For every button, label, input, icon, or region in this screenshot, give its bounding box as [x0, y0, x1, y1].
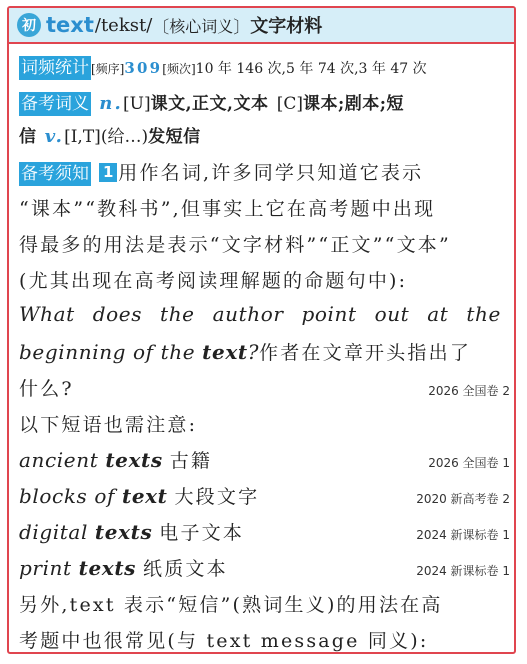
phrase-pre: blocks of [19, 484, 122, 508]
note-text: “课本”“教科书”,但事实上它在高考题中出现 [19, 198, 436, 220]
phrase-source: 2024 新课标卷 1 [416, 564, 510, 578]
verb-mark: [I,T] [64, 127, 101, 147]
pos-verb: v. [44, 126, 65, 147]
countable-defs: 课本;剧本;短 [302, 94, 405, 114]
entry-card [7, 6, 516, 654]
countable-mark: [C] [276, 94, 303, 114]
phrase-translation: 大段文字 [174, 486, 260, 508]
verb-paren: (给…) [100, 127, 149, 147]
note-text: 用作名词,许多同学只知道它表示 [118, 162, 424, 184]
phonetic: /tekst/ [94, 14, 153, 36]
example-source: 2026 全国卷 2 [428, 384, 510, 398]
phrases-intro: 以下短语也需注意: [19, 414, 198, 436]
tag-close: 〕 [233, 17, 251, 38]
note-text: 得最多的用法是表示“文字材料”“正文”“文本” [19, 234, 451, 256]
phrase-keyword: texts [94, 520, 153, 544]
phrase-source: 2024 新课标卷 1 [416, 528, 510, 542]
closing-line: 考题中也很常见(与 text message 同义): [19, 630, 429, 652]
core-meaning: 文字材料 [250, 16, 323, 37]
stats-line [19, 56, 427, 80]
notes-line-1 [19, 158, 423, 186]
entry-header [9, 8, 514, 44]
phrase-translation: 电子文本 [159, 522, 245, 544]
meaning-continuation: 信 [19, 127, 37, 147]
phrase-pre: ancient [19, 448, 106, 472]
uncountable-mark: [U] [123, 94, 151, 114]
phrase-keyword: texts [78, 556, 137, 580]
tag-open: 〔 [152, 17, 170, 38]
freq-label: [频序] [91, 62, 125, 76]
example-translation: 作者在文章开头指出了 [259, 342, 472, 364]
count-values: 10 年 146 次,5 年 74 次,3 年 47 次 [195, 61, 427, 77]
uncountable-defs: 课文,正文,文本 [150, 94, 269, 114]
verb-def: 发短信 [148, 127, 201, 147]
phrase-translation: 纸质文本 [143, 558, 228, 580]
level-badge: 初 [17, 13, 41, 37]
note-text: (尤其出现在高考阅读理解题的命题句中): [19, 270, 408, 292]
closing-line: 另外,text 表示“短信”(熟词生义)的用法在高 [19, 594, 443, 616]
core-meaning-tag: 核心词义 [169, 16, 234, 36]
phrase-translation: 古籍 [169, 450, 213, 472]
phrase-item [19, 446, 212, 473]
phrase-keyword: text [121, 484, 168, 508]
example-question-mark: ? [247, 340, 260, 364]
phrase-keyword: texts [105, 448, 163, 472]
example-line-1: What does the author point out at the [19, 302, 501, 326]
meanings-label: 备考词义 [21, 94, 89, 114]
phrase-item [19, 518, 244, 545]
example-keyword: text [202, 340, 248, 364]
phrase-item [19, 554, 228, 581]
example-line-2 [19, 338, 471, 365]
notes-label: 备考须知 [21, 164, 89, 184]
example-pre: beginning of the [19, 340, 203, 364]
stats-label: 词频统计 [21, 58, 89, 78]
pos-noun: n. [99, 93, 124, 114]
meanings-line-2 [19, 122, 201, 147]
meanings-line-1 [19, 89, 404, 116]
phrase-source: 2026 全国卷 1 [428, 456, 510, 470]
phrase-pre: print [19, 556, 79, 580]
count-label: [频次] [162, 62, 196, 76]
note-number: 1 [99, 163, 117, 182]
phrase-item [19, 482, 259, 509]
phrase-pre: digital [19, 520, 95, 544]
freq-value: 309 [124, 59, 163, 77]
headword: text [46, 13, 94, 37]
phrase-source: 2020 新高考卷 2 [416, 492, 510, 506]
example-translation-cont: 什么? [19, 378, 74, 400]
